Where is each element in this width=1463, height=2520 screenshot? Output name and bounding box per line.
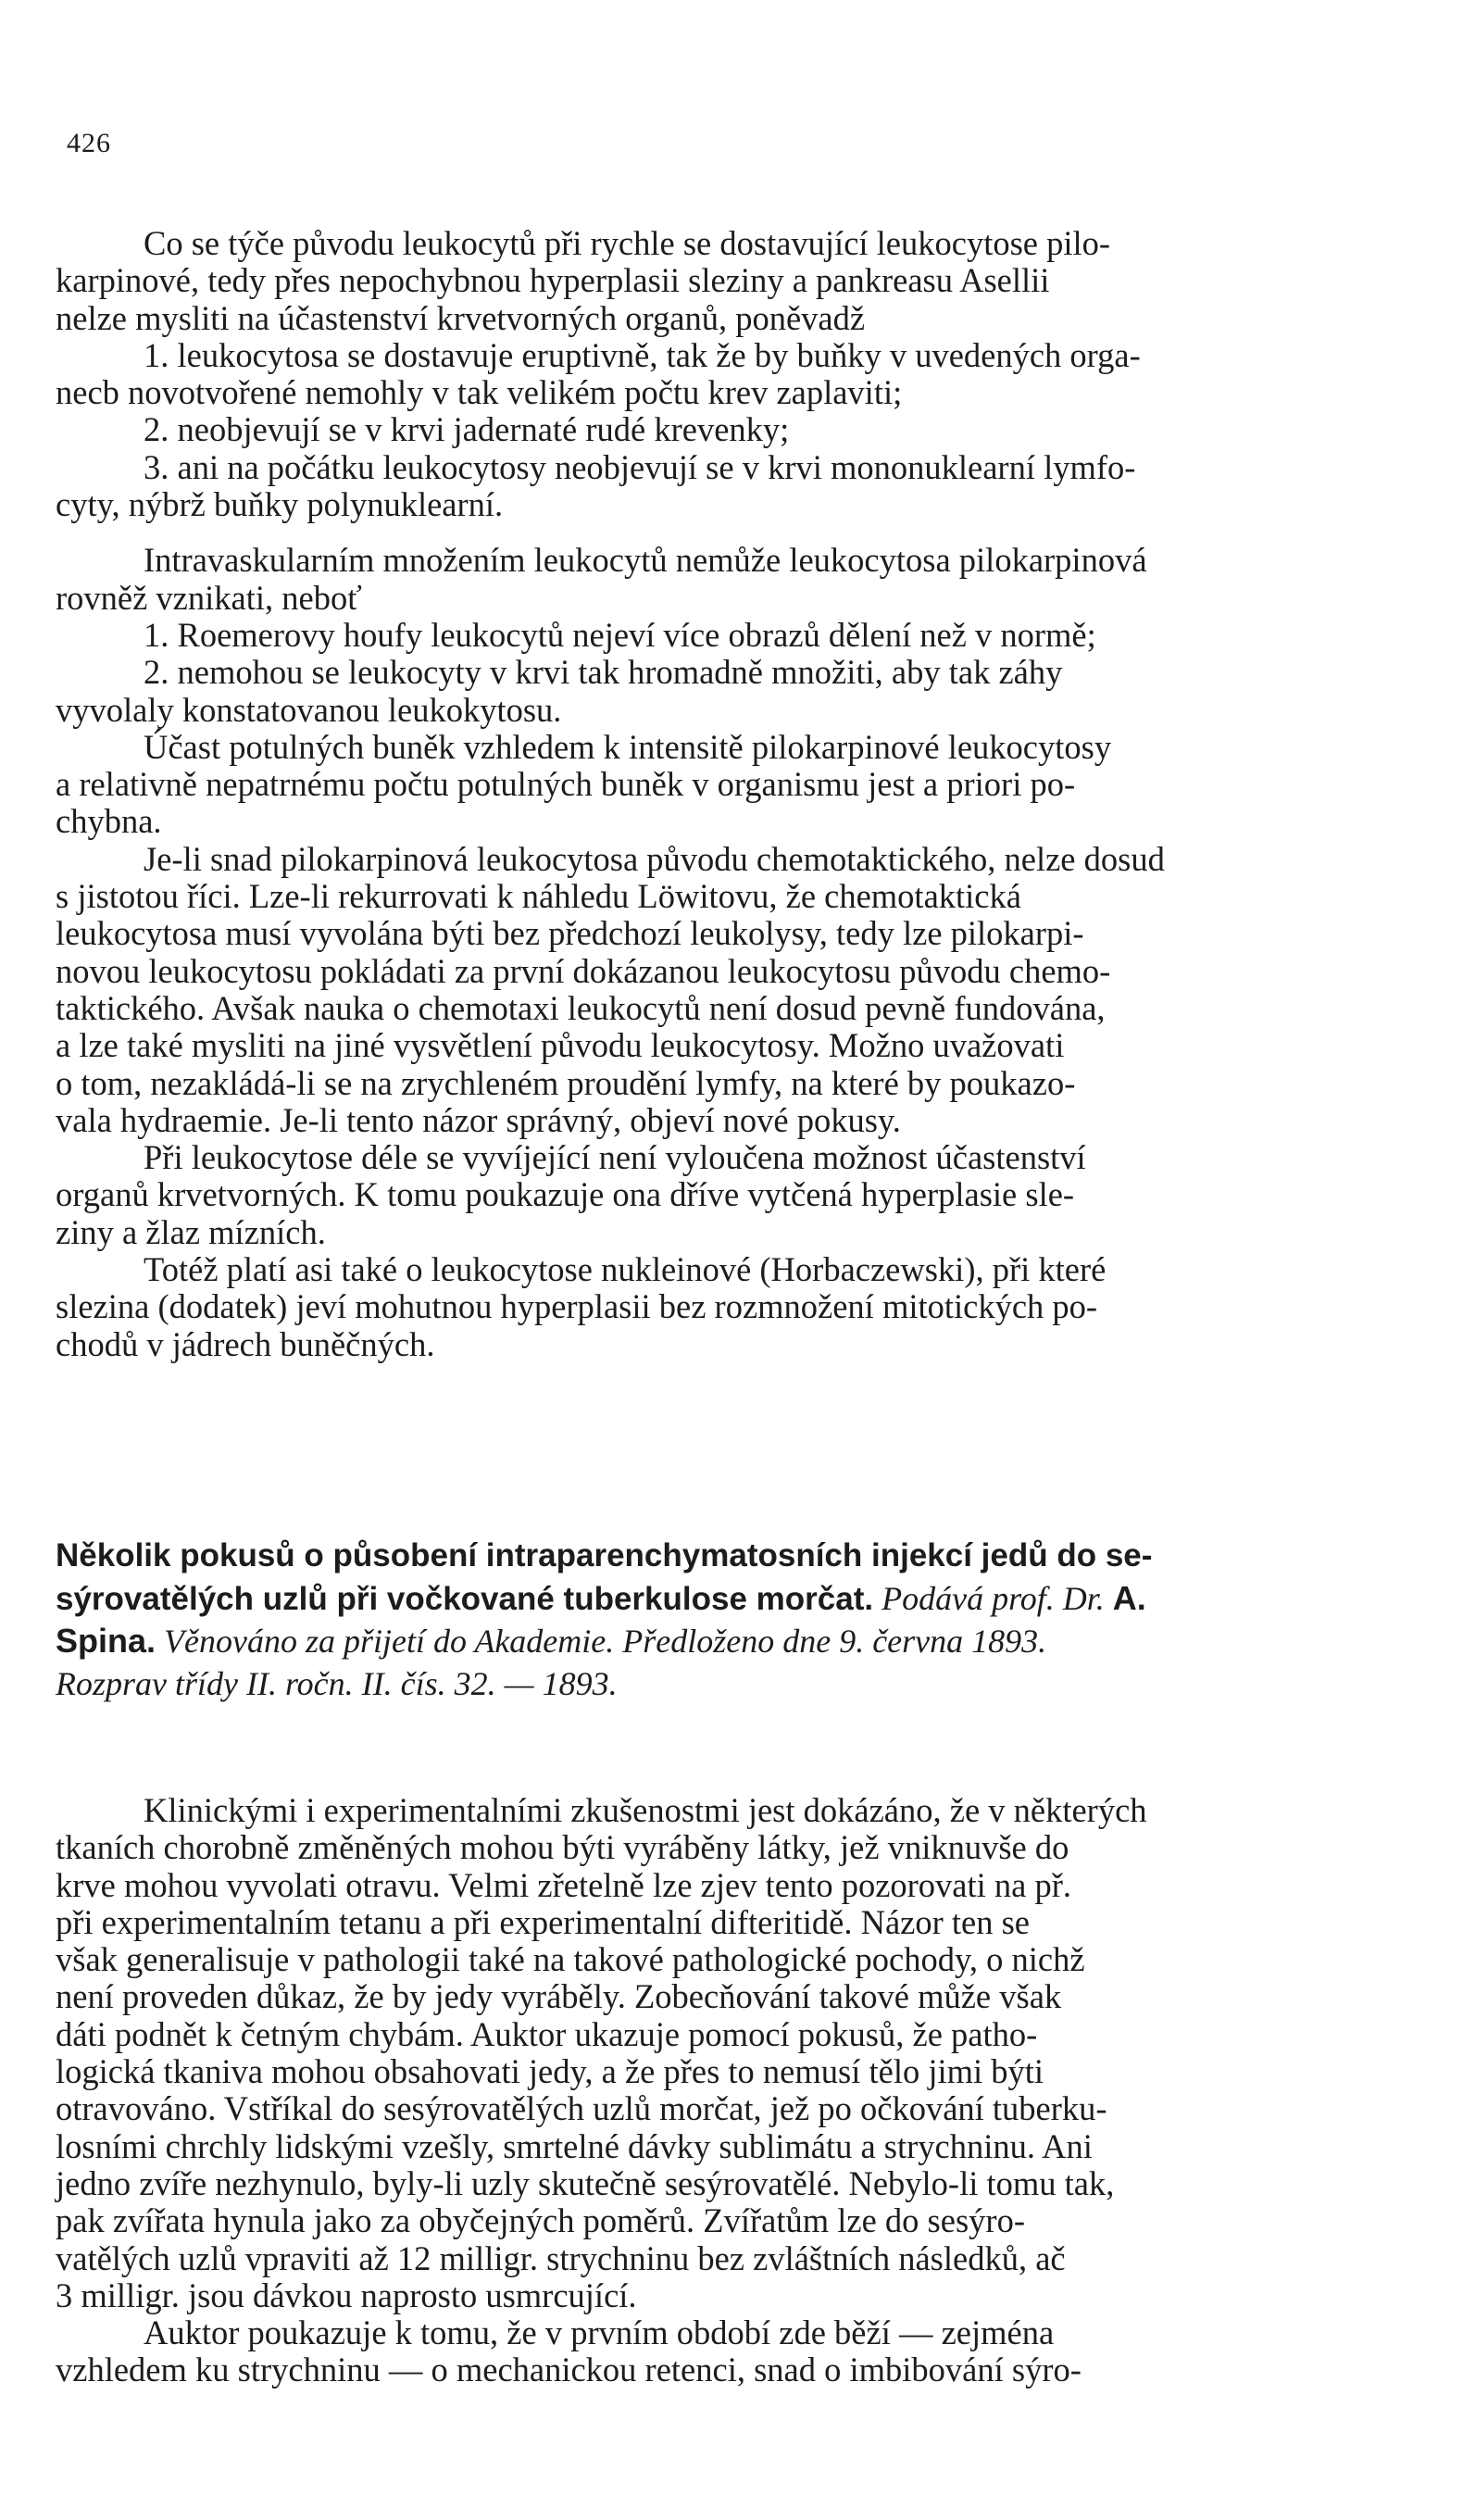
text-line: pak zvířata hynula jako za obyčejných poměrů. Zvířatům lze do sesýro- xyxy=(56,2201,1025,2240)
text-line: 1. Roemerovy houfy leukocytů nejeví více obrazů dělení než v normě; xyxy=(144,615,1096,654)
text-line: s jistotou říci. Lze-li rekurrovati k náhledu Löwitovu, že chemotaktická xyxy=(56,877,1021,916)
author-surname: Spina. xyxy=(56,1622,156,1660)
section-one-text xyxy=(56,225,1404,1363)
text-line: chodů v jádrech buněčných. xyxy=(56,1324,435,1363)
text-line: Účast potulných buněk vzhledem k intensitě pilokarpinové leukocytosy xyxy=(144,727,1112,766)
text-line: leukocytosa musí vyvolána býti bez předchozí leukolysy, tedy lze pilokarpi- xyxy=(56,914,1084,953)
text-line: Při leukocytose déle se vyvíjející není vyloučena možnost účastenství xyxy=(144,1138,1086,1177)
text-line: cyty, nýbrž buňky polynuklearní. xyxy=(56,485,504,524)
text-line: ziny a žlaz mízních. xyxy=(56,1212,326,1251)
text-line: 2. nemohou se leukocyty v krvi tak hromadně množiti, aby tak záhy xyxy=(144,653,1063,692)
text-line: vala hydraemie. Je-li tento názor správný, objeví nové pokusy. xyxy=(56,1100,901,1139)
text-line: logická tkaniva mohou obsahovati jedy, a že přes to nemusí tělo jimi býti xyxy=(56,2052,1044,2091)
text-line: rovněž vznikati, neboť xyxy=(56,578,362,617)
article-title-line xyxy=(56,1577,1404,1620)
text-line: vzhledem ku strychninu — o mechanickou retenci, snad o imbibování sýro- xyxy=(56,2351,1082,2389)
text-line: chybna. xyxy=(56,802,162,841)
text-line: Auktor poukazuje k tomu, že v prvním období zde běží — zejména xyxy=(144,2313,1055,2352)
text-line: otravováno. Vstříkal do sesýrovatělých uzlů morčat, jež po očkování tuberku- xyxy=(56,2089,1107,2128)
text-line: taktického. Avšak nauka o chemotaxi leukocytů není dosud pevně fundována, xyxy=(56,988,1106,1027)
text-line: 1. leukocytosa se dostavuje eruptivně, tak že by buňky v uvedených orga- xyxy=(144,335,1141,374)
section-two-text xyxy=(56,1792,1404,2389)
text-line: Totéž platí asi také o leukocytose nukleinové (Horbaczewski), při které xyxy=(144,1250,1107,1289)
article-title-end: sýrovatělých uzlů při vočkované tuberkulose morčat. xyxy=(56,1581,874,1617)
article-note: Věnováno za přijetí do Akademie. Předloženo dne 9. června 1893. xyxy=(164,1623,1047,1660)
text-line: Klinickými i experimentalními zkušenostmi jest dokázáno, že v některých xyxy=(144,1791,1147,1829)
text-line: 3 milligr. jsou dávkou naprosto usmrcující. xyxy=(56,2276,637,2314)
text-line: Co se týče původu leukocytů při rychle se dostavující leukocytose pilo- xyxy=(144,224,1111,262)
text-line: Intravaskularním množením leukocytů nemůže leukocytosa pilokarpinová xyxy=(144,541,1147,580)
text-line: Je-li snad pilokarpinová leukocytosa původu chemotaktického, nelze dosud xyxy=(144,839,1165,878)
text-line: a lze také mysliti na jiné vysvětlení původu leukocytosy. Možno uvažovati xyxy=(56,1026,1065,1065)
text-line: 2. neobjevují se v krvi jadernaté rudé krevenky; xyxy=(144,410,790,449)
text-line: vatělých uzlů vpraviti až 12 milligr. strychninu bez zvláštních následků, ač xyxy=(56,2238,1066,2277)
text-line: losními chrchly lidskými vzešly, smrtelné dávky sublimátu a strychninu. Ani xyxy=(56,2126,1093,2165)
text-line: organů krvetvorných. K tomu poukazuje ona dříve vytčená hyperplasie sle- xyxy=(56,1175,1075,1214)
text-line: tkaních chorobně změněných mohou býti vyráběny látky, jež vniknuvše do xyxy=(56,1828,1069,1867)
text-line: a relativně nepatrnému počtu potulných buněk v organismu jest a priori po- xyxy=(56,765,1076,804)
text-line: novou leukocytosu pokládati za první dokázanou leukocytosu původu chemo- xyxy=(56,951,1111,990)
text-line: při experimentalním tetanu a při experimentalní difteritidě. Názor ten se xyxy=(56,1902,1031,1941)
text-line: jedno zvíře nezhynulo, byly-li uzly skutečně sesýrovatělé. Nebylo-li tomu tak, xyxy=(56,2163,1115,2202)
text-line: nelze mysliti na účastenství krvetvorných organů, poněvadž xyxy=(56,298,866,337)
article-citation: Rozprav třídy II. ročn. II. čís. 32. — 1893. xyxy=(56,1665,618,1702)
text-line: 3. ani na počátku leukocytosy neobjevují se v krvi mononuklearní lymfo- xyxy=(144,447,1136,486)
article-title-line: Několik pokusů o působení intraparenchymatosních injekcí jedů do se- xyxy=(56,1537,1153,1573)
text-line: slezina (dodatek) jeví mohutnou hyperplasii bez rozmnožení mitotických po- xyxy=(56,1287,1098,1326)
text-line: dáti podnět k četným chybám. Auktor ukazuje pomocí pokusů, že patho- xyxy=(56,2014,1038,2053)
text-line: krve mohou vyvolati otravu. Velmi zřetelně lze zjev tento pozorovati na př. xyxy=(56,1865,1072,1904)
text-line: není proveden důkaz, že by jedy vyráběly. Zobecňování takové může však xyxy=(56,1977,1062,2016)
page-number: 426 xyxy=(67,128,111,158)
article-heading xyxy=(56,1535,1404,1705)
byline-prefix: Podává prof. Dr. xyxy=(882,1580,1105,1617)
article-note-line xyxy=(56,1620,1404,1662)
text-line: o tom, nezakládá-li se na zrychleném proudění lymfy, na které by poukazo- xyxy=(56,1063,1076,1102)
text-line: však generalisuje v pathologii také na takové pathologické pochody, o nichž xyxy=(56,1940,1085,1979)
text-line: vyvolaly konstatovanou leukokytosu. xyxy=(56,690,562,729)
author-initial: A. xyxy=(1112,1579,1146,1617)
text-line: necb novotvořené nemohly v tak velikém počtu krev zaplaviti; xyxy=(56,373,903,412)
text-line: karpinové, tedy přes nepochybnou hyperplasii sleziny a pankreasu Asellii xyxy=(56,261,1050,300)
